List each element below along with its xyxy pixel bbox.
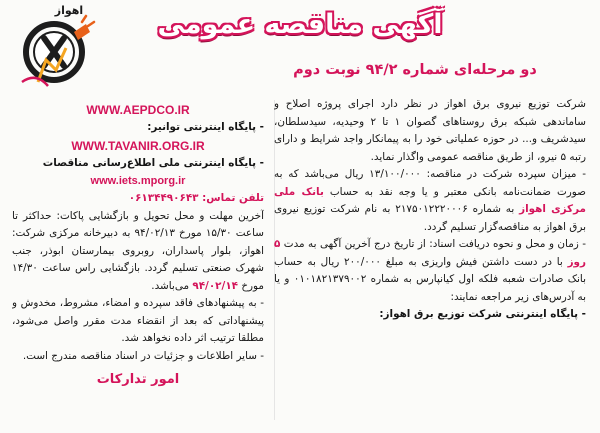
contact-phone: تلفن تماس: ۰۶۱۳۴۴۹۰۶۴۳ xyxy=(128,192,264,204)
more-info-paragraph: - سایر اطلاعات و جزئیات در اسناد مناقصه مندرج است. xyxy=(22,349,264,362)
opening-date: ۹۴/۰۲/۱۴ xyxy=(192,279,239,292)
documents-paragraph xyxy=(274,236,586,306)
tavanir-label: - پایگاه اینترنتی توانیر: xyxy=(147,121,264,133)
signature: امور تدارکات xyxy=(96,372,180,387)
deadline-paragraph xyxy=(12,208,264,296)
right-column xyxy=(274,96,586,432)
title-banner xyxy=(150,2,450,46)
tavanir-url[interactable]: WWW.TAVANIR.ORG.IR xyxy=(71,138,205,153)
aepdco-label: - پایگاه اینترنتی شرکت توزیع برق اهواز: xyxy=(379,308,586,320)
documents-text-b: با در دست داشتن فیش واریزی به مبلغ ۲۰۰/۰۰۰ ریال به حساب بانک صادرات شعبه فلکه اول کیانپارس به شماره ۰۱۰۱۸۲۱۳۷۹۰۰۲ و یا به آدرس‌های زیر مراجعه نمایند: xyxy=(274,255,586,303)
deposit-text-a: - میزان سپرده شرکت در مناقصه: ۱۳/۱۰۰/۰۰۰ ریال می‌باشد که به صورت ضمانت‌نامه بانکی معتبر و یا وجه نقد به حساب xyxy=(274,168,586,198)
page-title: آگهی مناقصه عمومی xyxy=(157,8,443,40)
intro-paragraph: شرکت توزیع نیروی برق اهواز در نظر دارد اجرای پروژه اصلاح و ساماندهی شبکه برق روستاهای گصوان ۱ تا ۲ وحیدیه، سیدسلطان، سیدشریف و... در حوزه عملیاتی خود را به پیمانکار واجد شرایط و دارای رتبه ۵ نیرو، از طریق مناقصه عمومی واگذار نماید. xyxy=(274,98,586,163)
logo-city-label: اهواز xyxy=(54,4,84,17)
aepdco-url[interactable]: WWW.AEPDCO.IR xyxy=(86,103,190,117)
documents-days: ۵ روز xyxy=(274,238,586,268)
iets-url[interactable]: www.iets.mporg.ir xyxy=(90,175,186,187)
left-column xyxy=(12,101,264,431)
unsigned-bids-paragraph: - به پیشنهادهای فاقد سپرده و امضاء، مشروط، مخدوش و پیشنهاداتی که بعد از انقضاء مدت مقرر واصل می‌شود، مطلقا ترتیب اثر داده نخواهد شد. xyxy=(12,297,264,344)
deposit-text-b: به شماره ۲۱۷۵۰۱۲۲۲۰۰۰۶ به نام شرکت توزیع نیروی برق اهواز به مناقصه‌گزار تسلیم گردد. xyxy=(274,203,586,233)
deposit-paragraph xyxy=(274,166,586,236)
subtitle: دو مرحله‌ای شماره ۹۴/۲ نوبت دوم xyxy=(293,62,537,78)
company-logo xyxy=(16,2,98,94)
national-portal-label: - پایگاه اینترنتی ملی اطلاع‌رسانی مناقصات xyxy=(42,156,264,169)
bank-name: بانک ملی مرکزی اهواز xyxy=(274,185,586,215)
deadline-end: می‌باشد. xyxy=(151,279,190,292)
deadline-text: آخرین مهلت و محل تحویل و بازگشایی پاکات: حداکثر تا ساعت ۱۵/۳۰ مورخ ۹۴/۰۲/۱۳ به دبیرخانه مرکزی شرکت: اهواز، بلوار پاسداران، روبروی بیمارستان ابوذر، جنب شهرک صنعتی تسلیم گردد. بازگشایی راس ساعت ۱۴/۳۰ مورخ xyxy=(12,209,264,292)
documents-text-a: - زمان و محل و نحوه دریافت اسناد: از تاریخ درج آخرین آگهی به مدت xyxy=(283,238,586,250)
